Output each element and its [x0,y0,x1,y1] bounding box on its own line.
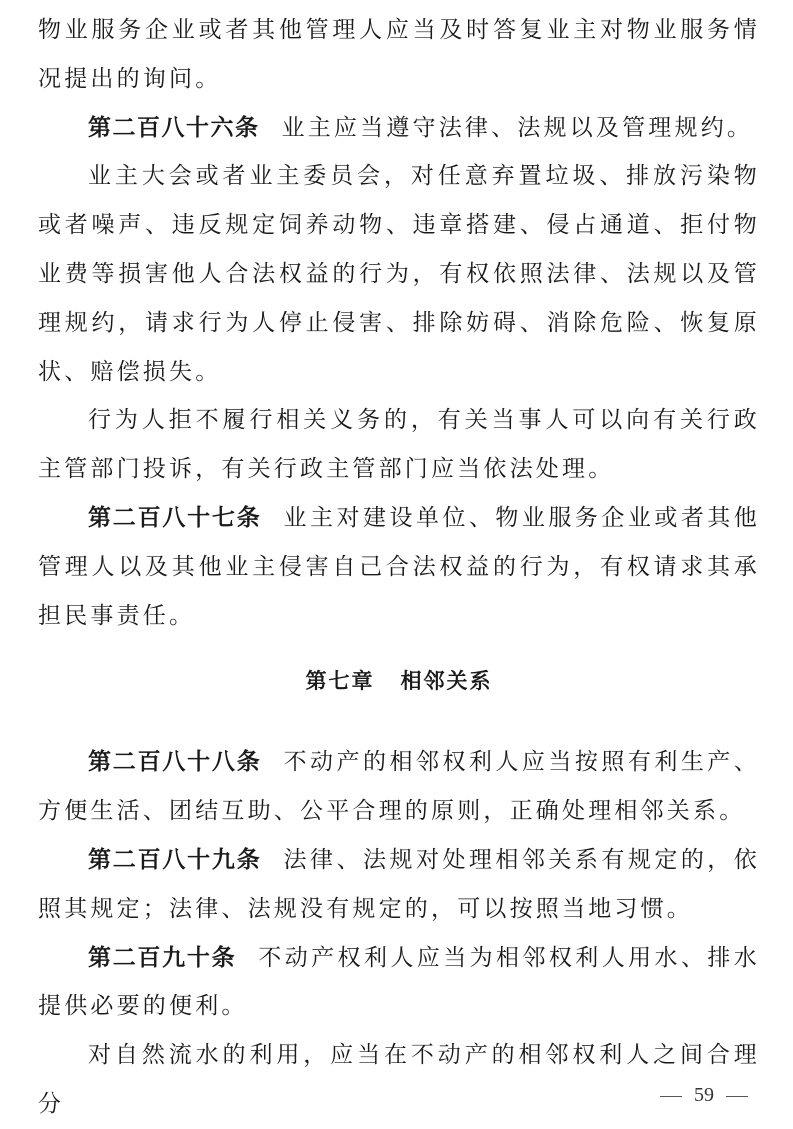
paragraph-text: 行为人拒不履行相关义务的，有关当事人可以向有关行政主管部门投诉，有关行政主管部门应当依法处理。 [38,407,760,483]
article-286 [38,104,760,153]
article-289 [38,836,760,934]
article-text: 业主对建设单位、物业服务企业或者其他管理人以及其他业主侵害自己合法权益的行为，有权请求其承担民事责任。 [38,504,760,629]
paragraph-text: 对自然流水的利用，应当在不动产的相邻权利人之间合理分 [38,1042,760,1117]
article-number: 第二百八十八条 [88,749,262,776]
article-287 [38,494,760,640]
article-text: 不动产的相邻权利人应当按照有利生产、方便生活、团结互助、公平合理的原则，正确处理相邻关系。 [38,749,760,825]
article-number: 第二百八十六条 [88,114,260,141]
page-number [648,1084,760,1107]
article-text: 不动产权利人应当为相邻权利人用水、排水提供必要的便利。 [38,944,760,1020]
chapter-title: 相邻关系 [400,669,493,694]
article-number: 第二百八十九条 [88,846,262,873]
page-number-dash-right [726,1096,748,1097]
article-text: 业主应当遵守法律、法规以及管理规约。 [281,114,754,141]
paragraph [38,152,760,396]
paragraph [38,1031,760,1129]
paragraph-text: 业主大会或者业主委员会，对任意弃置垃圾、排放污染物或者噪声、违反规定饲养动物、违章搭建、侵占通道、拒付物业费等损害他人合法权益的行为，有权依照法律、法规以及管理规约，请求行为人停止侵害、排除妨碍、消除危险、恢复原状、赔偿损失。 [38,163,760,385]
article-number: 第二百八十七条 [88,504,262,531]
chapter-number: 第七章 [305,669,375,694]
paragraph-continuation [38,6,760,104]
page-number-dash-left [660,1096,682,1097]
article-290 [38,934,760,1032]
article-text: 法律、法规对处理相邻关系有规定的，依照其规定；法律、法规没有规定的，可以按照当地习惯。 [38,846,760,922]
page-number-value: 59 [694,1084,714,1106]
article-288 [38,738,760,836]
paragraph-text: 物业服务企业或者其他管理人应当及时答复业主对物业服务情况提出的询问。 [38,17,760,92]
page-body [38,6,760,1129]
paragraph [38,396,760,494]
article-number: 第二百九十条 [88,944,237,971]
chapter-heading [38,657,760,705]
